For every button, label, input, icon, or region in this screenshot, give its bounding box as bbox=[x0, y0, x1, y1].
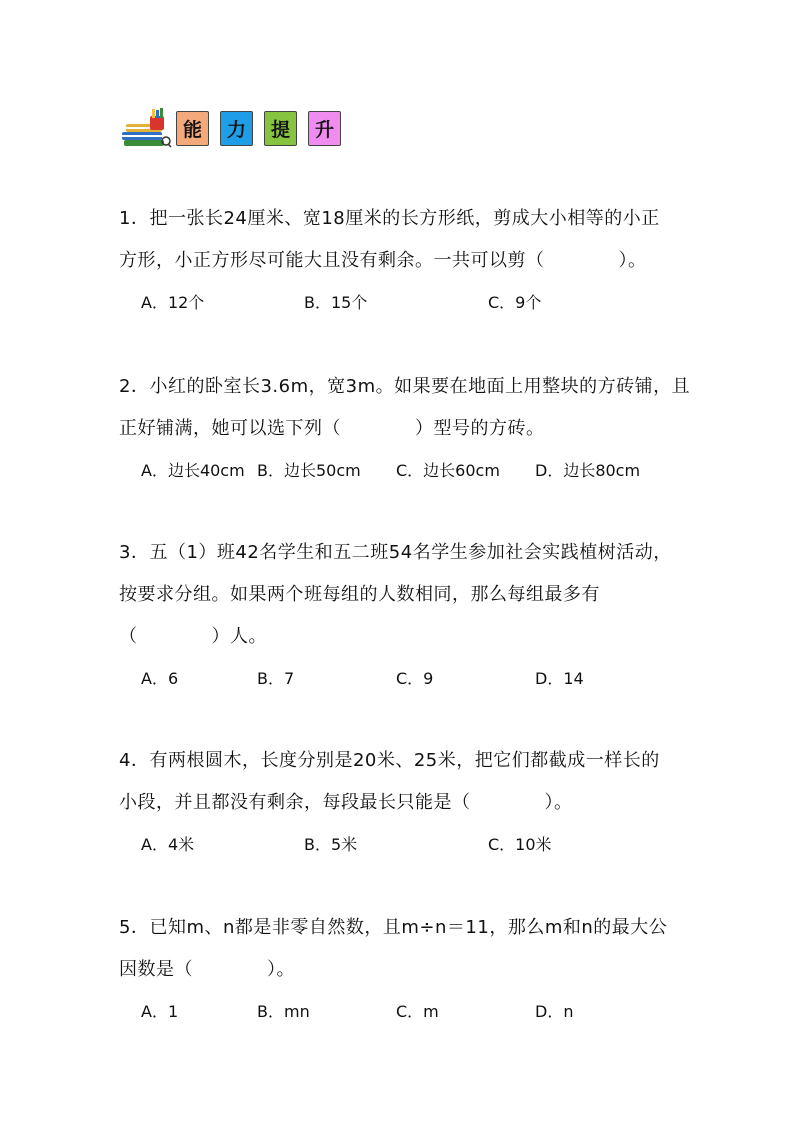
question-text-line: 5．已知m、n都是非零自然数，且m÷n＝11，那么m和n的最大公 bbox=[119, 917, 668, 938]
question-text-line: 3．五（1）班42名学生和五二班54名学生参加社会实践植树活动， bbox=[119, 542, 672, 563]
question-text-line: 方形，小正方形尽可能大且没有剩余。一共可以剪（ ）。 bbox=[119, 250, 647, 271]
options-row bbox=[119, 991, 679, 1033]
question-4 bbox=[119, 740, 679, 866]
option-a[interactable]: A．12个 bbox=[141, 293, 205, 312]
option-c[interactable]: C．10米 bbox=[488, 835, 552, 854]
options-row bbox=[119, 658, 679, 700]
option-b[interactable]: B．边长50cm bbox=[257, 461, 361, 480]
option-d[interactable]: D．边长80cm bbox=[535, 461, 641, 480]
question-text-line: （ ）人。 bbox=[119, 626, 267, 647]
question-3 bbox=[119, 532, 679, 700]
question-text-line: 正好铺满，她可以选下列（ ）型号的方砖。 bbox=[119, 418, 545, 439]
option-b[interactable]: B．mn bbox=[257, 1002, 310, 1021]
option-d[interactable]: D．n bbox=[535, 1002, 574, 1021]
question-5 bbox=[119, 907, 679, 1033]
question-text-line: 因数是（ ）。 bbox=[119, 959, 295, 980]
books-with-pencils-icon bbox=[120, 108, 172, 148]
option-a[interactable]: A．6 bbox=[141, 669, 179, 688]
option-d[interactable]: D．14 bbox=[535, 669, 584, 688]
question-text-line: 4．有两根圆木，长度分别是20米、25米，把它们都截成一样长的 bbox=[119, 750, 660, 771]
question-text-line: 按要求分组。如果两个班每组的人数相同，那么每组最多有 bbox=[119, 584, 600, 605]
section-header bbox=[120, 108, 352, 148]
option-c[interactable]: C．边长60cm bbox=[396, 461, 500, 480]
option-c[interactable]: C．9个 bbox=[488, 293, 542, 312]
option-a[interactable]: A．1 bbox=[141, 1002, 179, 1021]
header-tile: 提 bbox=[264, 111, 297, 146]
question-text-line: 1．把一张长24厘米、宽18厘米的长方形纸，剪成大小相等的小正 bbox=[119, 208, 660, 229]
option-b[interactable]: B．7 bbox=[257, 669, 295, 688]
header-tile: 能 bbox=[176, 111, 209, 146]
question-1 bbox=[119, 198, 679, 324]
question-2 bbox=[119, 366, 691, 492]
header-tile: 力 bbox=[220, 111, 253, 146]
question-text-line: 2．小红的卧室长3.6m，宽3m。如果要在地面上用整块的方砖铺，且 bbox=[119, 376, 691, 397]
option-b[interactable]: B．5米 bbox=[304, 835, 358, 854]
option-c[interactable]: C．9 bbox=[396, 669, 434, 688]
options-row bbox=[119, 450, 679, 492]
option-c[interactable]: C．m bbox=[396, 1002, 439, 1021]
option-b[interactable]: B．15个 bbox=[304, 293, 368, 312]
header-tile: 升 bbox=[308, 111, 341, 146]
question-text-line: 小段，并且都没有剩余，每段最长只能是（ ）。 bbox=[119, 792, 573, 813]
options-row bbox=[119, 282, 679, 324]
option-a[interactable]: A．4米 bbox=[141, 835, 195, 854]
options-row bbox=[119, 824, 679, 866]
option-a[interactable]: A．边长40cm bbox=[141, 461, 245, 480]
